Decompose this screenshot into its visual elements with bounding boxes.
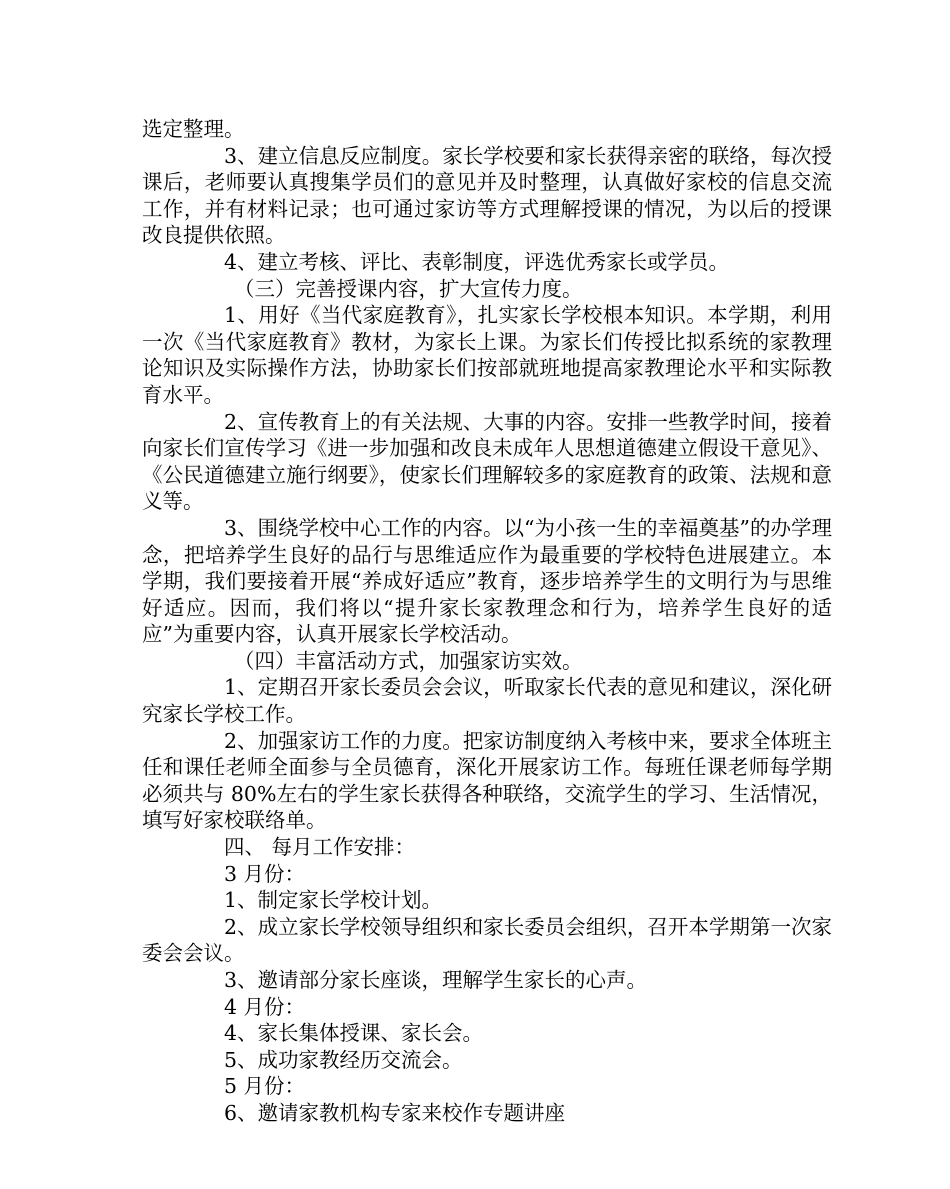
month-label-march: 3 月份： xyxy=(224,861,306,886)
document-body xyxy=(142,116,832,1127)
paragraph-evaluation-system: 4、建立考核、评比、表彰制度，评选优秀家长或学员。 xyxy=(224,249,730,274)
month-label-may: 5 月份： xyxy=(224,1074,306,1099)
paragraph-textbook: 1、用好《当代家庭教育》，扎实家长学校根本知识。本学期，利用一次《当代家庭教育》教材，为家长上课。为家长们传授比拟系统的家教理论知识及实际操作方法，协助家长们按部就班地提高家教理论水平和实际教育水平。 xyxy=(142,303,832,407)
list-item: 2、成立家长学校领导组织和家长委员会组织，召开本学期第一次家委会会议。 xyxy=(142,914,832,966)
paragraph-home-visits: 2、加强家访工作的力度。把家访制度纳入考核中来，要求全体班主任和课任老师全面参与全员德育，深化开展家访工作。每班任课老师每学期必须共与 80%左右的学生家长获得各种联络，交流学生的学习、生活情况，填写好家校联络单。 xyxy=(142,728,832,833)
list-item: 6、邀请家教机构专家来校作专题讲座 xyxy=(224,1100,566,1125)
paragraph-school-center: 3、围绕学校中心工作的内容。以“为小孩一生的幸福奠基”的办学理念，把培养学生良好的品行与思维适应作为最重要的学校特色进展建立。本学期，我们要接着开展“养成好适应”教育，逐步培养学生的文明行为与思维好适应。因而，我们将以“提升家长家教理念和行为，培养学生良好的适应”为重要内容，认真开展家长学校活动。 xyxy=(142,515,833,647)
paragraph-regulations: 2、宣传教育上的有关法规、大事的内容。安排一些教学时间，接着向家长们宣传学习《进一步加强和改良未成年人思想道德建立假设干意见》、《公民道德建立施行纲要》，使家长们理解较多的家庭教育的政策、法规和意义等。 xyxy=(142,409,832,514)
section-heading-monthly-plan: 四、 每月工作安排： xyxy=(224,835,416,860)
month-label-april: 4 月份： xyxy=(224,994,306,1019)
paragraph-committee-meeting: 1、定期召开家长委员会会议，听取家长代表的意见和建议，深化研究家长学校工作。 xyxy=(142,675,832,727)
section-heading-3: （三）完善授课内容，扩大宣传力度。 xyxy=(234,276,583,301)
paragraph-feedback-system: 3、建立信息反应制度。家长学校要和家长获得亲密的联络，每次授课后，老师要认真搜集学员们的意见并及时整理，认真做好家校的信息交流工作，并有材料记录；也可通过家访等方式理解授课的情况，为以后的授课改良提供依照。 xyxy=(142,143,832,248)
list-item: 1、制定家长学校计划。 xyxy=(224,888,443,913)
section-heading-4: （四）丰富活动方式，加强家访实效。 xyxy=(234,648,583,673)
paragraph-continuation: 选定整理。 xyxy=(142,117,245,141)
list-item: 5、成功家教经历交流会。 xyxy=(224,1047,463,1072)
list-item: 4、家长集体授课、家长会。 xyxy=(224,1021,484,1046)
list-item: 3、邀请部分家长座谈，理解学生家长的心声。 xyxy=(224,968,648,992)
